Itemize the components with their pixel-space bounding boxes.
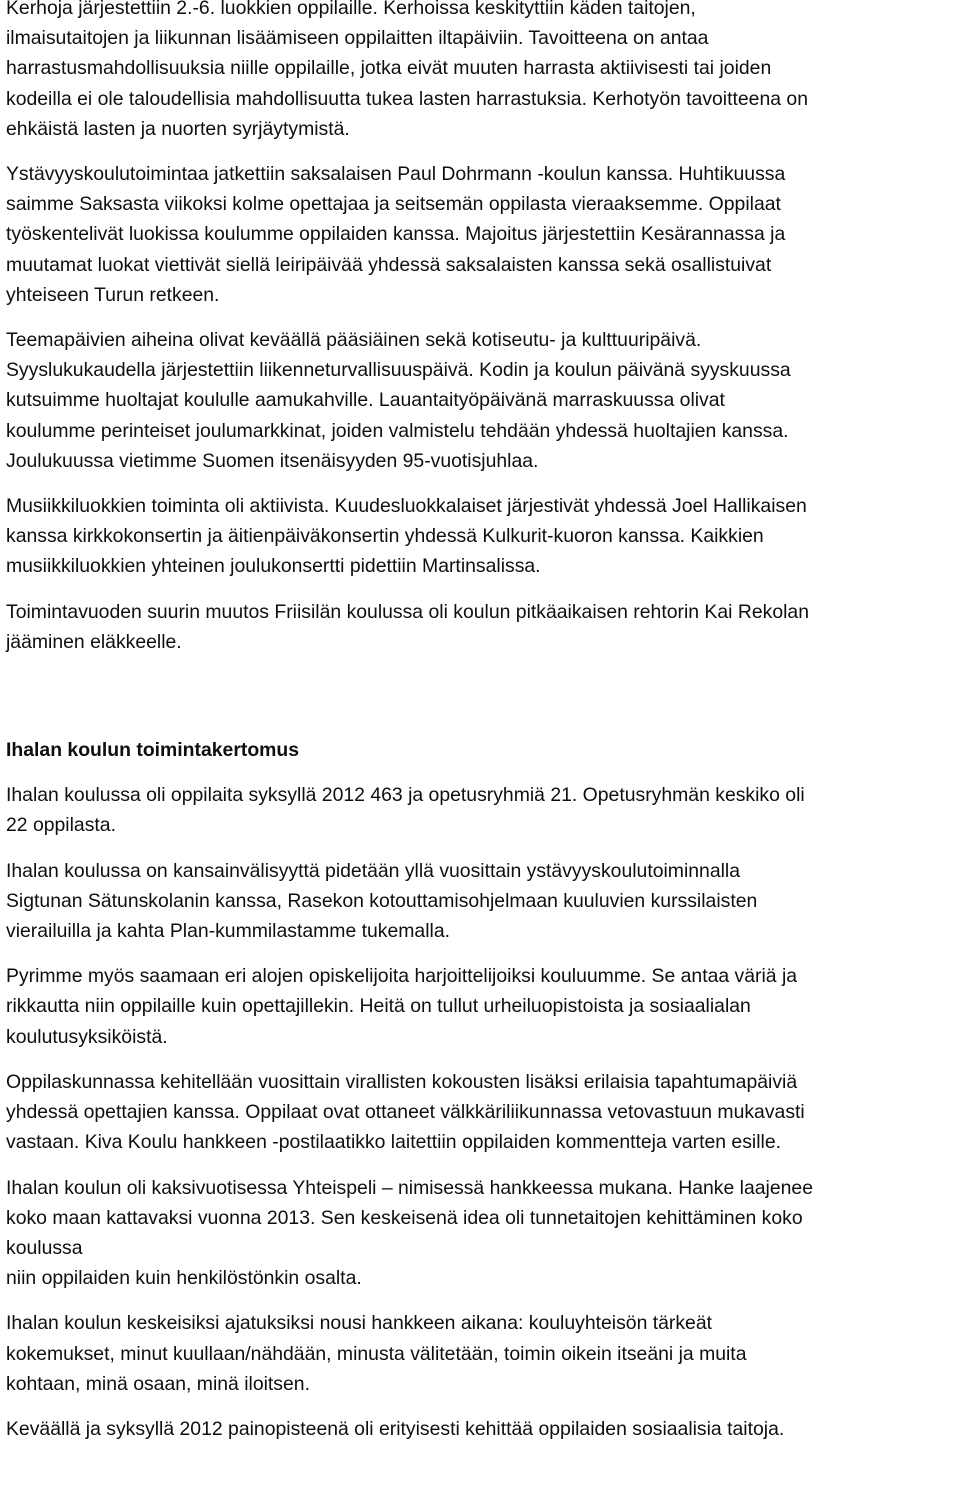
text-line: Musiikkiluokkien toiminta oli aktiivista. Kuudesluokkalaiset järjestivät yhdessä Joel Hallikaisen [6,495,807,518]
paragraph-student-council [6,1067,958,1158]
paragraph-social-skills [6,1414,958,1444]
text-line: 22 oppilasta. [6,814,116,837]
paragraph-principal-retirement [6,597,958,657]
text-line: Ystävyyskoulutoimintaa jatkettiin saksalaisen Paul Dohrmann -koulun kanssa. Huhtikuussa [6,163,786,186]
text-line: Teemapäivien aiheina olivat keväällä pääsiäinen sekä kotiseutu- ja kulttuuripäivä. [6,329,702,352]
text-line: kokemukset, minut kuullaan/nähdään, minusta välitetään, toimin oikein itseäni ja muita [6,1342,747,1365]
text-line: kohtaan, minä osaan, minä iloitsen. [6,1372,310,1395]
text-line: koulutusyksiköistä. [6,1025,168,1048]
text-line: kodeilla ei ole taloudellisia mahdollisuutta tukea lasten harrastuksia. Kerhotyön tavoitteena on [6,87,808,110]
paragraph-friendship-school [6,159,958,310]
text-line: saimme Saksasta viikoksi kolme opettajaa ja seitsemän oppilasta vieraaksemme. Oppilaat [6,193,781,216]
text-line: niin oppilaiden kuin henkilöstönkin osalta. [6,1267,362,1290]
text-line: Sigtunan Sätunskolanin kanssa, Rasekon kotouttamisohjelmaan kuuluvien kurssilaisten [6,889,758,912]
text-line: Ihalan koulussa on kansainvälisyyttä pidetään yllä vuosittain ystävyyskoulutoiminnalla [6,859,741,882]
text-line: kutsuimme huoltajat koululle aamukahville. Lauantaityöpäivänä marraskuussa olivat [6,389,725,412]
text-line: vastaan. Kiva Koulu hankkeen -postilaatikko laitettiin oppilaiden kommentteja varten esille. [6,1131,781,1154]
text-line: jääminen eläkkeelle. [6,630,182,653]
text-line: yhdessä opettajien kanssa. Oppilaat ovat ottaneet välkkäriliikunnassa vetovastuun mukavasti [6,1101,805,1124]
paragraph-clubs [6,0,958,144]
text-line: työskentelivät luokissa koulumme oppilaiden kanssa. Majoitus järjestettiin Kesärannassa ja [6,223,786,246]
text-line: Joulukuussa vietimme Suomen itsenäisyyden 95-vuotisjuhlaa. [6,449,539,472]
text-line: Ihalan koulussa oli oppilaita syksyllä 2012 463 ja opetusryhmiä 21. Opetusryhmän keskiko oli [6,784,805,807]
text-line: yhteiseen Turun retkeen. [6,283,220,306]
text-line: ehkäistä lasten ja nuorten syrjäytymistä. [6,117,350,140]
text-line: Toimintavuoden suurin muutos Friisilän koulussa oli koulun pitkäaikaisen rehtorin Kai Rekolan [6,600,809,623]
section-heading: Ihalan koulun toimintakertomus [6,739,300,762]
text-line: kanssa kirkkokonsertin ja äitienpäiväkonsertin yhdessä Kulkurit-kuoron kanssa. Kaikkien [6,525,764,548]
text-line: Oppilaskunnassa kehitellään vuosittain virallisten kokousten lisäksi erilaisia tapahtumapäiviä [6,1070,798,1093]
text-line: koulussa [6,1236,83,1259]
paragraph-trainees [6,961,958,1052]
text-line: Ihalan koulun keskeisiksi ajatuksiksi nousi hankkeen aikana: kouluyhteisön tärkeät [6,1312,713,1335]
text-line: rikkautta niin oppilaille kuin opettajillekin. Heitä on tullut urheiluopistoista ja sosiaalialan [6,995,751,1018]
text-line: harrastusmahdollisuuksia niille oppilaille, jotka eivät muuten harrasta aktiivisesti tai joiden [6,57,772,80]
document-page [6,0,958,1444]
paragraph-key-ideas [6,1308,958,1399]
text-line: Kerhoja järjestettiin 2.-6. luokkien oppilaille. Kerhoissa keskityttiin käden taitojen, [6,0,696,19]
text-line: Pyrimme myös saamaan eri alojen opiskelijoita harjoittelijoiksi kouluumme. Se antaa väriä ja [6,965,798,988]
text-line: koko maan kattavaksi vuonna 2013. Sen keskeisenä idea oli tunnetaitojen kehittäminen koko [6,1206,803,1229]
paragraph-pupil-count [6,780,958,840]
text-line: Ihalan koulun oli kaksivuotisessa Yhteispeli – nimisessä hankkeessa mukana. Hanke laajenee [6,1176,813,1199]
text-line: musiikkiluokkien yhteinen joulukonsertti pidettiin Martinsalissa. [6,555,541,578]
text-line: koulumme perinteiset joulumarkkinat, joiden valmistelu tehdään yhdessä huoltajien kanssa. [6,419,789,442]
paragraph-internationality [6,856,958,947]
paragraph-music-classes [6,491,958,582]
text-line: vierailuilla ja kahta Plan-kummilastamme tukemalla. [6,920,450,943]
paragraph-yhteispeli-project [6,1173,958,1294]
text-line: Syyslukukaudella järjestettiin liikenneturvallisuuspäivä. Kodin ja koulun päivänä syyskuussa [6,359,791,382]
text-line: muutamat luokat viettivät siellä leiripäivää yhdessä saksalaisten kanssa sekä osallistuivat [6,253,772,276]
text-line: ilmaisutaitojen ja liikunnan lisäämiseen oppilaitten iltapäiviin. Tavoitteena on antaa [6,27,709,50]
paragraph-theme-days [6,325,958,476]
text-line: Keväällä ja syksyllä 2012 painopisteenä oli erityisesti kehittää oppilaiden sosiaalisia taitoja. [6,1417,785,1440]
